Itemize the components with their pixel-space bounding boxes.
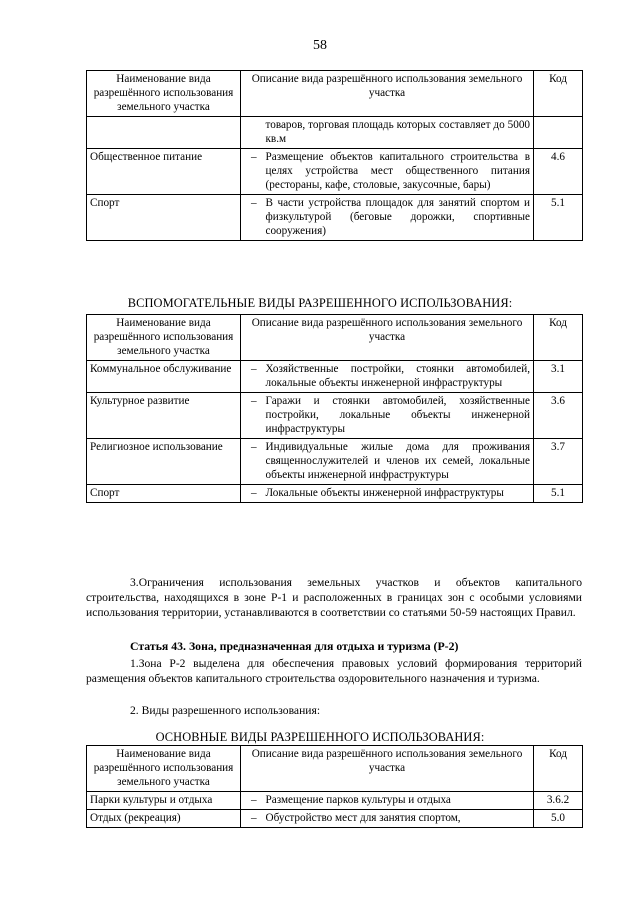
row-dash-cell: – xyxy=(241,393,264,439)
row-code-cell: 3.6 xyxy=(534,393,583,439)
row-code-cell: 3.6.2 xyxy=(534,792,583,810)
table-auxiliary-uses xyxy=(86,314,583,503)
header-code-cell: Код xyxy=(534,746,583,792)
table-header-row xyxy=(87,315,583,361)
table-header-row xyxy=(87,71,583,117)
table-row xyxy=(87,195,583,241)
row-dash-cell: – xyxy=(241,149,264,195)
row-code-cell: 5.1 xyxy=(534,485,583,503)
row-description-cell: В части устройства площадок для занятий спортом и физкультурой (беговые дорожки, спортивные сооружения) xyxy=(264,195,534,241)
row-dash-cell: – xyxy=(241,810,264,828)
page-number: 58 xyxy=(313,38,327,53)
table-row xyxy=(87,361,583,393)
article-title: Статья 43. Зона, предназначенная для отдыха и туризма (Р-2) xyxy=(130,639,459,653)
row-name-cell: Коммунальное обслуживание xyxy=(87,361,241,393)
row-description-cell: Индивидуальные жилые дома для проживания священнослужителей и членов их семей, локальные объекты инженерной инфраструктуры xyxy=(264,439,534,485)
header-code-cell: Код xyxy=(534,315,583,361)
row-code-cell xyxy=(534,117,583,149)
row-code-cell: 4.6 xyxy=(534,149,583,195)
row-name-cell: Культурное развитие xyxy=(87,393,241,439)
row-description-cell: Хозяйственные постройки, стоянки автомобилей, локальные объекты инженерной инфраструктуры xyxy=(264,361,534,393)
section-title-auxiliary: ВСПОМОГАТЕЛЬНЫЕ ВИДЫ РАЗРЕШЕННОГО ИСПОЛЬЗОВАНИЯ: xyxy=(127,296,513,310)
table-main-uses-continued xyxy=(86,70,583,241)
row-name-cell xyxy=(87,117,241,149)
table-main-uses xyxy=(86,745,583,828)
row-code-cell: 5.0 xyxy=(534,810,583,828)
row-dash-cell: – xyxy=(241,439,264,485)
paragraph-restrictions: 3.Ограничения использования земельных участков и объектов капитального строительства, находящихся в зоне Р-1 и расположенных в границах зон с особыми условиями использования территории, устанавливаются в соответствии со статьями 50-59 настоящих Правил. xyxy=(86,576,582,619)
header-name-cell: Наименование вида разрешённого использования земельного участка xyxy=(87,71,241,117)
row-dash-cell: – xyxy=(241,195,264,241)
row-description-cell: Размещение объектов капитального строительства в целях устройства мест общественного питания (рестораны, кафе, столовые, закусочные, бары) xyxy=(264,149,534,195)
row-name-cell: Отдых (рекреация) xyxy=(87,810,241,828)
row-code-cell: 3.1 xyxy=(534,361,583,393)
row-description-cell: Размещение парков культуры и отдыха xyxy=(264,792,534,810)
row-description-cell: Обустройство мест для занятия спортом, xyxy=(264,810,534,828)
table-header-row xyxy=(87,746,583,792)
row-dash-cell: – xyxy=(241,361,264,393)
header-description-cell: Описание вида разрешённого использования земельного участка xyxy=(241,71,534,117)
header-name-cell: Наименование вида разрешённого использования земельного участка xyxy=(87,746,241,792)
row-name-cell: Спорт xyxy=(87,195,241,241)
table-row xyxy=(87,810,583,828)
row-dash-cell: – xyxy=(241,485,264,503)
row-name-cell: Религиозное использование xyxy=(87,439,241,485)
header-description-cell: Описание вида разрешённого использования земельного участка xyxy=(241,746,534,792)
row-name-cell: Парки культуры и отдыха xyxy=(87,792,241,810)
row-dash-cell xyxy=(241,117,264,149)
header-name-cell: Наименование вида разрешённого использования земельного участка xyxy=(87,315,241,361)
row-code-cell: 5.1 xyxy=(534,195,583,241)
paragraph-permitted-uses: 2. Виды разрешенного использования: xyxy=(130,704,321,717)
table-row xyxy=(87,149,583,195)
table-row xyxy=(87,117,583,149)
row-description-cell: Гаражи и стоянки автомобилей, хозяйственные постройки, локальные объекты инженерной инфраструктуры xyxy=(264,393,534,439)
table-row xyxy=(87,393,583,439)
header-description-cell: Описание вида разрешённого использования земельного участка xyxy=(241,315,534,361)
row-description-cell: Локальные объекты инженерной инфраструктуры xyxy=(264,485,534,503)
section-title-main: ОСНОВНЫЕ ВИДЫ РАЗРЕШЕННОГО ИСПОЛЬЗОВАНИЯ: xyxy=(155,730,485,744)
header-code-cell: Код xyxy=(534,71,583,117)
row-name-cell: Спорт xyxy=(87,485,241,503)
row-name-cell: Общественное питание xyxy=(87,149,241,195)
row-description-cell: товаров, торговая площадь которых составляет до 5000 кв.м xyxy=(264,117,534,149)
table-row xyxy=(87,439,583,485)
table-row xyxy=(87,485,583,503)
table-row xyxy=(87,792,583,810)
paragraph-zone-purpose: 1.Зона Р-2 выделена для обеспечения правовых условий формирования территорий размещения объектов капитального строительства оздоровительного назначения и туризма. xyxy=(86,657,582,685)
row-code-cell: 3.7 xyxy=(534,439,583,485)
row-dash-cell: – xyxy=(241,792,264,810)
